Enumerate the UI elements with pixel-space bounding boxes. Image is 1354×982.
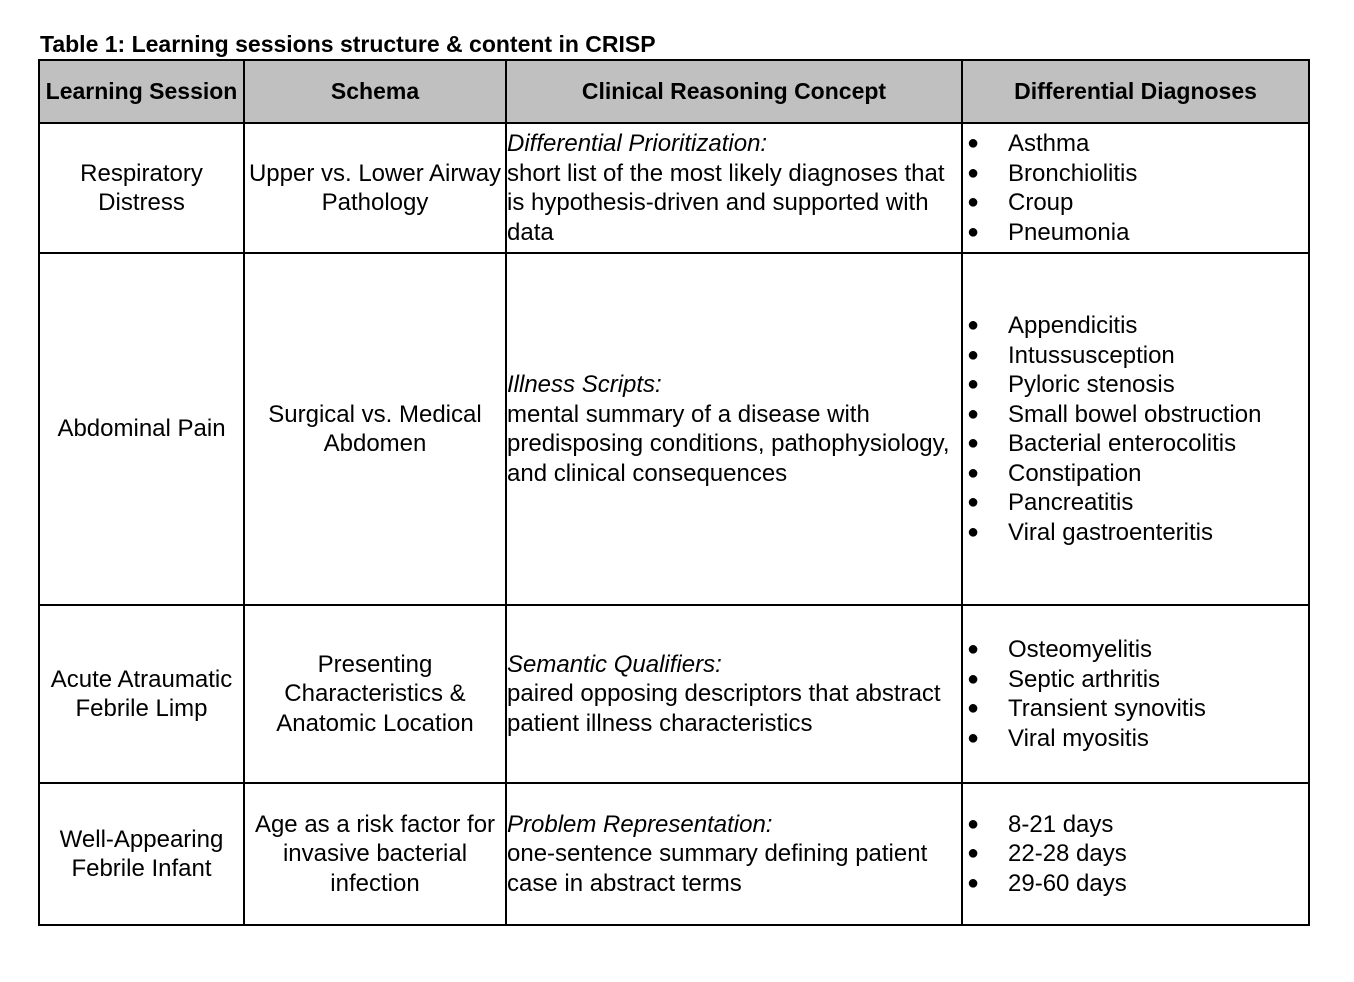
- table-caption: Table 1: Learning sessions structure & content in CRISP: [40, 31, 656, 57]
- differential-item: [963, 724, 1308, 754]
- bullet-icon: ●: [967, 726, 980, 749]
- bullet-icon: ●: [967, 871, 980, 894]
- table-row: [39, 253, 1309, 605]
- concept-description: short list of the most likely diagnoses that is hypothesis-driven and supported with data: [507, 159, 945, 246]
- differential-label: 22-28 days: [1008, 840, 1127, 868]
- table-row: [39, 123, 1309, 253]
- differential-item: [963, 488, 1308, 518]
- bullet-icon: ●: [967, 220, 980, 243]
- differentials-cell: [962, 783, 1309, 925]
- differential-item: [963, 429, 1308, 459]
- concept-description: paired opposing descriptors that abstract patient illness characteristics: [507, 680, 941, 737]
- bullet-icon: ●: [967, 461, 980, 484]
- differential-label: Appendicitis: [1008, 312, 1138, 339]
- header-schema: Schema: [244, 60, 506, 123]
- bullet-icon: ●: [967, 132, 980, 154]
- differential-label: Pneumonia: [1008, 218, 1130, 246]
- concept-title: Differential Prioritization:: [507, 130, 768, 157]
- table-row: [39, 605, 1309, 783]
- concept-description: one-sentence summary defining patient case in abstract terms: [507, 840, 928, 897]
- differential-item: [963, 400, 1308, 430]
- bullet-icon: ●: [967, 373, 980, 395]
- bullet-icon: ●: [967, 191, 980, 213]
- differentials-cell: [962, 605, 1309, 783]
- schema-cell: Presenting Characteristics & Anatomic Location: [244, 605, 506, 783]
- differential-item: [963, 159, 1308, 189]
- differential-label: Pancreatitis: [1008, 489, 1134, 516]
- bullet-icon: ●: [967, 520, 980, 543]
- differentials-cell: [962, 123, 1309, 253]
- concept-cell: [506, 123, 962, 253]
- differential-list: [963, 311, 1308, 547]
- differentials-cell: [962, 253, 1309, 605]
- differential-item: [963, 839, 1308, 869]
- learning-sessions-table: [38, 59, 1310, 926]
- differential-item: [963, 459, 1308, 489]
- differential-label: Transient synovitis: [1008, 695, 1206, 722]
- differential-label: Viral myositis: [1008, 724, 1149, 752]
- differential-label: Pyloric stenosis: [1008, 371, 1175, 398]
- differential-label: 29-60 days: [1008, 869, 1127, 897]
- header-row: [39, 60, 1309, 123]
- differential-label: Croup: [1008, 189, 1074, 216]
- differential-item: [963, 218, 1308, 248]
- differential-item: [963, 188, 1308, 218]
- bullet-icon: ●: [967, 161, 980, 184]
- bullet-icon: ●: [967, 638, 980, 660]
- differential-item: [963, 694, 1308, 724]
- session-cell: Acute Atraumatic Febrile Limp: [39, 605, 244, 783]
- header-learning-session: Learning Session: [39, 60, 244, 123]
- header-differential-diagnoses: Differential Diagnoses: [962, 60, 1309, 123]
- bullet-icon: ●: [967, 697, 980, 719]
- session-cell: Well-Appearing Febrile Infant: [39, 783, 244, 925]
- session-cell: Respiratory Distress: [39, 123, 244, 253]
- concept-title: Semantic Qualifiers:: [507, 650, 722, 678]
- differential-list: [963, 635, 1308, 753]
- concept-title: Problem Representation:: [507, 810, 773, 838]
- differential-item: [963, 129, 1308, 159]
- bullet-icon: ●: [967, 432, 980, 454]
- concept-cell: [506, 253, 962, 605]
- differential-item: [963, 518, 1308, 548]
- bullet-icon: ●: [967, 491, 980, 513]
- differential-item: [963, 311, 1308, 341]
- header-clinical-reasoning-concept: Clinical Reasoning Concept: [506, 60, 962, 123]
- differential-label: Bronchiolitis: [1008, 159, 1138, 187]
- differential-item: [963, 341, 1308, 371]
- differential-label: Viral gastroenteritis: [1008, 518, 1213, 546]
- differential-label: Asthma: [1008, 130, 1090, 157]
- differential-item: [963, 370, 1308, 400]
- differential-label: Bacterial enterocolitis: [1008, 430, 1237, 457]
- differential-list: [963, 810, 1308, 899]
- bullet-icon: ●: [967, 667, 980, 690]
- concept-cell: [506, 783, 962, 925]
- table-row: [39, 783, 1309, 925]
- session-cell: Abdominal Pain: [39, 253, 244, 605]
- differential-label: Septic arthritis: [1008, 665, 1161, 693]
- schema-cell: Upper vs. Lower Airway Pathology: [244, 123, 506, 253]
- bullet-icon: ●: [967, 842, 980, 865]
- bullet-icon: ●: [967, 402, 980, 425]
- differential-label: Small bowel obstruction: [1008, 400, 1262, 428]
- bullet-icon: ●: [967, 343, 980, 366]
- schema-cell: Age as a risk factor for invasive bacterial infection: [244, 783, 506, 925]
- differential-item: [963, 869, 1308, 899]
- differential-item: [963, 810, 1308, 840]
- concept-cell: [506, 605, 962, 783]
- concept-title: Illness Scripts:: [507, 371, 662, 398]
- differential-item: [963, 665, 1308, 695]
- differential-item: [963, 635, 1308, 665]
- bullet-icon: ●: [967, 812, 980, 835]
- differential-label: Osteomyelitis: [1008, 636, 1153, 663]
- differential-label: Intussusception: [1008, 341, 1175, 369]
- differential-label: Constipation: [1008, 459, 1142, 487]
- concept-description: mental summary of a disease with predisposing conditions, pathophysiology, and clinical consequences: [507, 400, 950, 487]
- bullet-icon: ●: [967, 314, 980, 336]
- differential-list: [963, 129, 1308, 247]
- differential-label: 8-21 days: [1008, 810, 1114, 838]
- schema-cell: Surgical vs. Medical Abdomen: [244, 253, 506, 605]
